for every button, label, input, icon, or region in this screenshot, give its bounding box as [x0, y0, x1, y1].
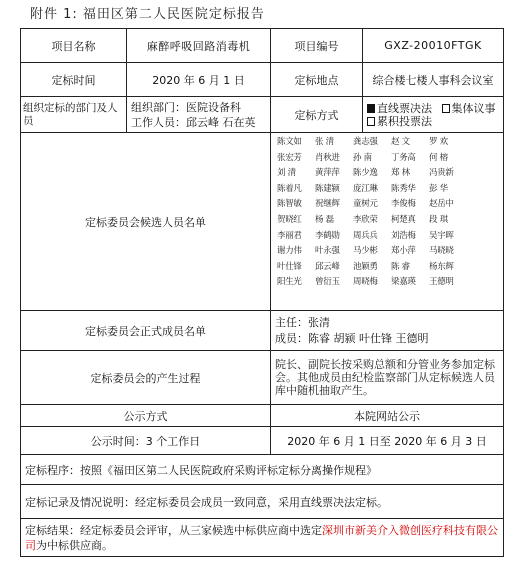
candidate-name: 叶永强 — [315, 246, 340, 257]
candidate-name: 赵岳中 — [429, 199, 454, 210]
checked-box-icon — [367, 104, 375, 113]
method-label: 定标方式 — [271, 97, 363, 133]
result-text — [21, 519, 504, 557]
candidate-name: 曾衍玉 — [315, 277, 340, 288]
candidate-name: 邱云峰 — [315, 261, 340, 272]
method-option-0[interactable]: 直线票决法 — [367, 102, 432, 115]
candidate-name: 郑小萍 — [391, 246, 416, 257]
candidate-name: 李俊梅 — [391, 199, 416, 210]
candidate-name: 周晓梅 — [353, 277, 378, 288]
candidate-name: 肖秋进 — [315, 152, 340, 163]
row-project — [21, 29, 504, 63]
committee-members: 成员：陈睿 胡颍 叶仕锋 王德明 — [275, 331, 429, 345]
candidate-name: 段 琪 — [429, 214, 448, 225]
row-notice-period — [21, 427, 504, 455]
project-no-value: GXZ-20010FTGK — [363, 29, 504, 63]
candidate-name: 谢力伟 — [277, 246, 302, 257]
staff-line: 工作人员：邱云峰 石在英 — [131, 115, 256, 129]
candidate-name: 黄萍萍 — [315, 168, 340, 179]
row-notice-method — [21, 405, 504, 427]
unchecked-box-icon — [367, 117, 375, 126]
candidate-name: 庞江琳 — [353, 183, 378, 194]
method-options — [363, 97, 504, 133]
candidate-name: 贺晓红 — [277, 214, 302, 225]
candidate-name: 丁务高 — [391, 152, 416, 163]
candidate-name: 马少彬 — [353, 246, 378, 257]
project-name-label: 项目名称 — [21, 29, 127, 63]
row-result — [21, 519, 504, 557]
candidate-name: 陈秀华 — [391, 183, 416, 194]
time-label: 定标时间 — [21, 63, 127, 97]
row-time-place — [21, 63, 504, 97]
candidate-name: 孙 南 — [353, 152, 372, 163]
candidate-name: 池颖勇 — [353, 261, 378, 272]
candidate-name: 陈文如 — [277, 137, 302, 147]
candidate-name: 阳生光 — [277, 277, 302, 288]
bid-report-table — [20, 28, 504, 557]
candidate-name: 龚志强 — [353, 137, 378, 147]
winner-name: 深圳市新美介入微创医疗科技有限公司 — [25, 523, 498, 552]
unchecked-box-icon — [442, 104, 450, 113]
candidate-name: 马晓晓 — [429, 246, 454, 257]
candidate-name: 杨东辉 — [429, 261, 454, 272]
time-value: 2020 年 6 月 1 日 — [127, 63, 271, 97]
notice-method-value: 本院网站公示 — [271, 405, 504, 427]
notice-period-label: 公示时间：3 个工作日 — [21, 427, 271, 455]
dept-line: 组织部门：医院设备科 — [131, 100, 241, 114]
row-org-method — [21, 97, 504, 133]
committee-label: 定标委员会正式成员名单 — [21, 311, 271, 351]
candidate-name: 陈少逸 — [353, 168, 378, 179]
candidate-name: 何 榕 — [429, 152, 448, 163]
candidate-name: 梁嘉瑛 — [391, 277, 416, 288]
project-no-label: 项目编号 — [271, 29, 363, 63]
record-text: 定标记录及情况说明：经定标委员会成员一致同意，采用直线票决法定标。 — [21, 485, 504, 519]
attachment-title: 附件 1: 福田区第二人民医院定标报告 — [30, 7, 265, 22]
candidate-name: 李欣荣 — [353, 214, 378, 225]
result-suffix: 为中标供应商。 — [36, 538, 113, 552]
candidate-name: 陈智敏 — [277, 199, 302, 210]
candidate-names — [271, 133, 503, 292]
candidate-name: 叶仕锋 — [277, 261, 302, 272]
candidates-cell — [271, 133, 504, 311]
production-label: 定标委员会的产生过程 — [21, 351, 271, 405]
row-record — [21, 485, 504, 519]
row-production — [21, 351, 504, 405]
candidate-name: 郑 林 — [391, 168, 410, 179]
method-option-1[interactable]: 集体议事 — [442, 102, 496, 115]
result-prefix: 定标结果：经定标委员会评审，从三家候选中标供应商中选定 — [25, 523, 322, 537]
committee-chair: 主任：张清 — [275, 315, 330, 329]
candidate-name: 陈着凡 — [277, 183, 302, 194]
notice-method-label: 公示方式 — [21, 405, 271, 427]
candidate-name: 童树元 — [353, 199, 378, 210]
candidate-name: 刘浩梅 — [391, 230, 416, 241]
candidate-name: 彭 华 — [429, 183, 448, 194]
candidate-name: 祝继辉 — [315, 199, 340, 210]
place-value: 综合楼七楼人事科会议室 — [363, 63, 504, 97]
method-option-2[interactable]: 累积投票法 — [367, 115, 499, 128]
production-text: 院长、副院长按采购总额和分管业务参加定标会。其他成员由纪检监察部门从定标候选人员库中随机抽取产生。 — [271, 351, 504, 405]
candidate-name: 冯贵新 — [429, 168, 454, 179]
candidates-label: 定标委员会候选人员名单 — [21, 133, 271, 311]
candidate-name: 杨 磊 — [315, 214, 334, 225]
project-name-value: 麻醉呼吸回路消毒机 — [127, 29, 271, 63]
candidate-name: 赵 文 — [391, 137, 410, 147]
candidate-name: 吴宇晖 — [429, 230, 454, 241]
candidate-name: 罗 欢 — [429, 137, 448, 147]
row-committee — [21, 311, 504, 351]
procedure-text: 定标程序：按照《福田区第二人民医院政府采购评标定标分离操作规程》 — [21, 455, 504, 485]
org-value — [127, 97, 271, 133]
candidate-name: 张 清 — [315, 137, 334, 147]
candidate-name: 李丽君 — [277, 230, 302, 241]
candidate-name: 陈 睿 — [391, 261, 410, 272]
candidate-name: 张宏芳 — [277, 152, 302, 163]
candidate-name: 李鹤勋 — [315, 230, 340, 241]
candidate-name: 陈建颍 — [315, 183, 340, 194]
candidate-name: 刘 清 — [277, 168, 296, 179]
org-label: 组织定标的部门及人员 — [21, 97, 127, 133]
candidate-name: 王德明 — [429, 277, 454, 288]
place-label: 定标地点 — [271, 63, 363, 97]
candidate-name: 柯楚真 — [391, 214, 416, 225]
row-procedure — [21, 455, 504, 485]
notice-period-value: 2020 年 6 月 1 日至 2020 年 6 月 3 日 — [271, 427, 504, 455]
row-candidates — [21, 133, 504, 311]
candidate-name: 周兵兵 — [353, 230, 378, 241]
committee-value — [271, 311, 504, 351]
